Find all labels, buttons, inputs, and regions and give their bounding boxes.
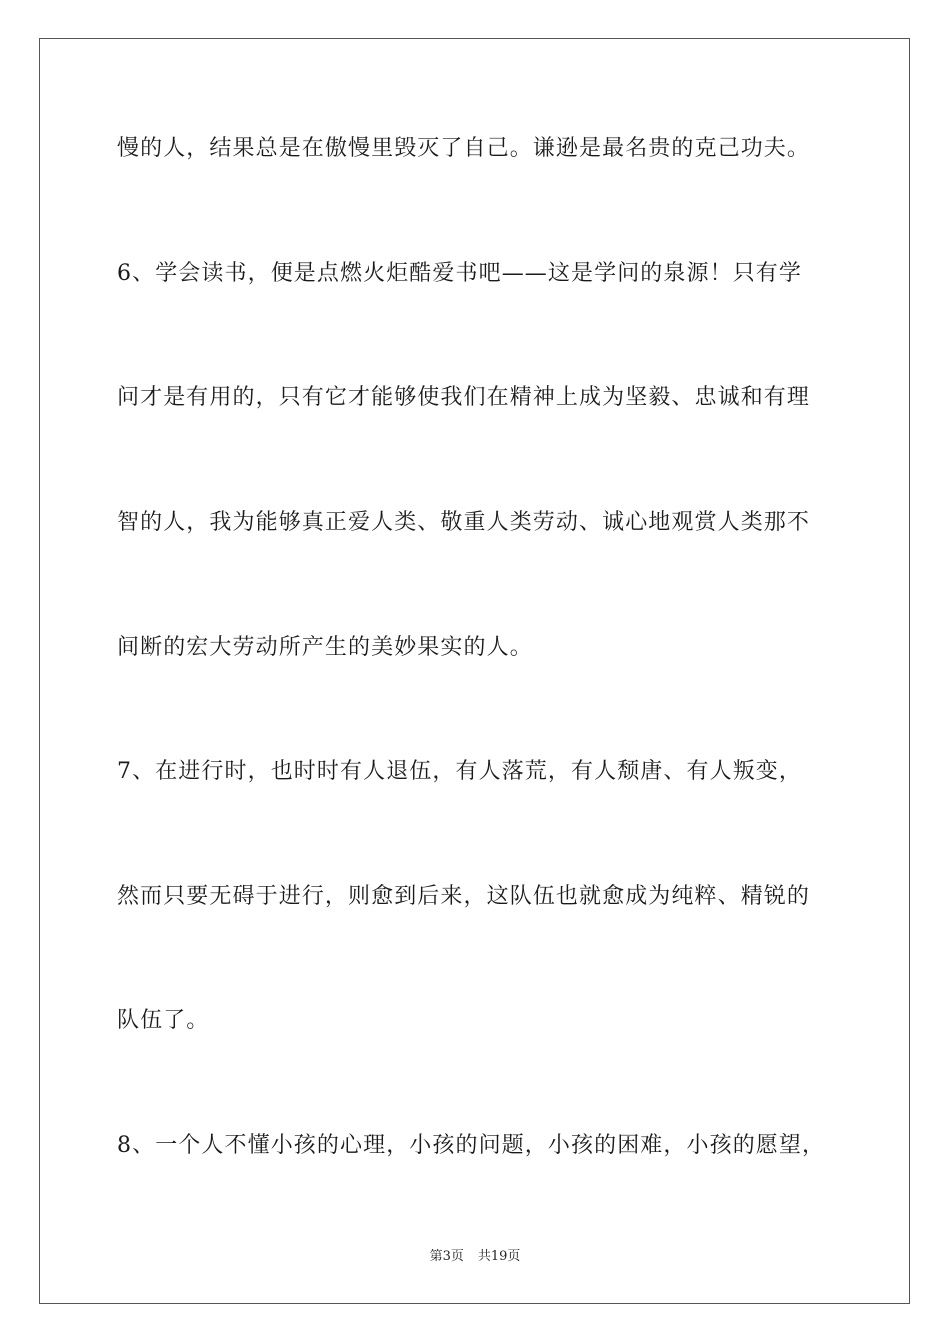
body-text-line: 慢的人，结果总是在傲慢里毁灭了自己。谦逊是最名贵的克己功夫。 [117, 136, 811, 161]
body-text-line: 6、学会读书，便是点燃火炬酷爱书吧——这是学问的泉源！只有学 [117, 261, 802, 286]
body-text-line: 然而只要无碍于进行，则愈到后来，这队伍也就愈成为纯粹、精锐的 [117, 884, 811, 909]
page-footer [0, 1248, 950, 1266]
total-pages: 共19页 [477, 1249, 521, 1264]
body-text-line: 8、一个人不懂小孩的心理，小孩的问题，小孩的困难，小孩的愿望， [117, 1133, 826, 1158]
body-text-line: 间断的宏大劳动所产生的美妙果实的人。 [117, 635, 533, 660]
body-text-line: 问才是有用的，只有它才能够使我们在精神上成为坚毅、忠诚和有理 [117, 385, 811, 410]
page-border [39, 38, 910, 1304]
page-number: 第3页 [429, 1249, 464, 1264]
body-text-line: 智的人，我为能够真正爱人类、敬重人类劳动、诚心地观赏人类那不 [117, 510, 811, 535]
body-text-line: 队伍了。 [117, 1008, 210, 1033]
body-text-line: 7、在进行时，也时时有人退伍，有人落荒，有人颓唐、有人叛变， [117, 759, 802, 784]
